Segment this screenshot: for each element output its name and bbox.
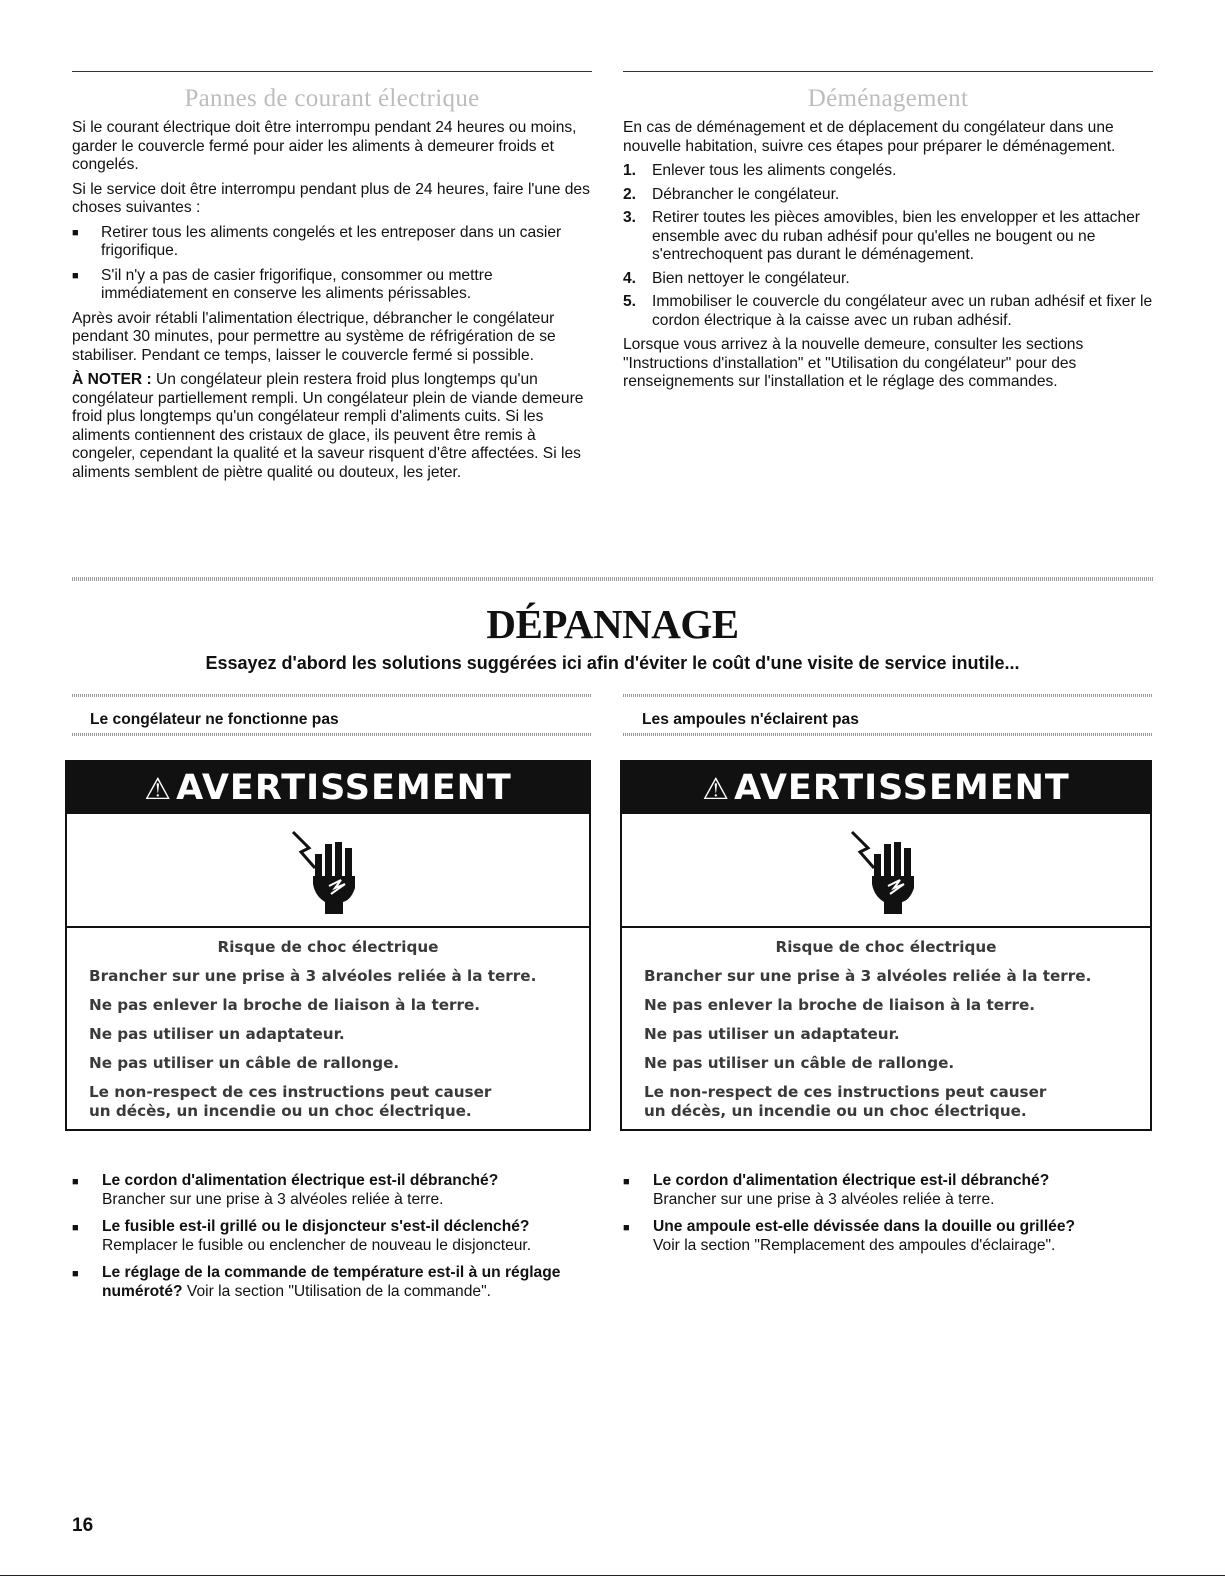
warning-line: Ne pas utiliser un câble de rallonge. (89, 1054, 400, 1072)
warning-line: Ne pas enlever la broche de liaison à la terre. (89, 996, 481, 1014)
list-item (72, 224, 592, 261)
list-item (72, 1218, 592, 1255)
troubleshooting-list (72, 1172, 592, 1301)
list-item-text: Retirer tous les aliments congelés et les entreposer dans un casier frigorifique. (101, 223, 562, 259)
list-item-text: S'il n'y a pas de casier frigorifique, consommer ou mettre immédiatement en conserve les aliments périssables. (101, 266, 493, 302)
step-text: Bien nettoyer le congélateur. (652, 269, 850, 287)
consequence-line-1: Le non-respect de ces instructions peut causer (89, 1083, 492, 1101)
step-number: 1. (623, 162, 637, 179)
note-text: Un congélateur plein restera froid plus longtemps qu'un congélateur partiellement rempli. Un congélateur plein de viande demeure froid plus longtemps qu'un congélateur rempli d'aliments cuits. Si les aliments contiennent des cristaux de glace, ils peuvent être remis à congeler, cependant la qualité et la saveur risquent d'être affectées. Si les aliments semblent de piètre qualité ou douteux, les jeter. (72, 371, 584, 481)
warning-box (620, 760, 1152, 1131)
steps-list (623, 162, 1153, 330)
step-text: Enlever tous les aliments congelés. (652, 162, 897, 179)
warning-triangle-icon: ⚠ (144, 772, 173, 807)
square-bullet-icon: ■ (72, 226, 79, 239)
dotted-divider (623, 733, 1153, 736)
dotted-divider (623, 694, 1153, 697)
page-title: DÉPANNAGE (486, 601, 739, 647)
section-title: Déménagement (807, 85, 969, 112)
warning-line: Brancher sur une prise à 3 alvéoles reliée à la terre. (89, 967, 537, 985)
step-number: 2. (623, 185, 637, 203)
warning-risk: Risque de choc électrique (775, 938, 997, 956)
question: Le réglage de la commande de température est-il à un réglage numéroté? (102, 1264, 561, 1300)
note-label: À NOTER : (72, 371, 152, 388)
list-item (623, 186, 1153, 205)
question: Le fusible est-il grillé ou le disjoncteur s'est-il déclenché? (102, 1218, 530, 1235)
subsection-heading: Le congélateur ne fonctionne pas (90, 711, 339, 728)
answer: Voir la section "Remplacement des ampoules d'éclairage". (653, 1236, 1056, 1254)
question: Le cordon d'alimentation électrique est-il débranché? (653, 1172, 1050, 1189)
warning-line: Ne pas utiliser un adaptateur. (89, 1025, 345, 1043)
question: Une ampoule est-elle dévissée dans la douille ou grillée? (653, 1218, 1076, 1235)
warning-body (622, 928, 1150, 1129)
warning-line: Ne pas utiliser un adaptateur. (644, 1025, 900, 1043)
list-item (623, 162, 1153, 181)
warning-triangle-icon: ⚠ (702, 772, 731, 807)
dotted-divider (72, 733, 592, 736)
warning-body (67, 928, 589, 1129)
section-divider (623, 71, 1153, 72)
list-item (72, 1172, 592, 1209)
answer: Remplacer le fusible ou enclencher de nouveau le disjoncteur. (102, 1236, 532, 1254)
square-bullet-icon: ■ (72, 269, 79, 282)
list-item (72, 267, 592, 304)
power-outage-section (72, 71, 592, 488)
shock-icon-area (67, 814, 589, 928)
troubleshooting-list (623, 1172, 1153, 1255)
question: Le cordon d'alimentation électrique est-il débranché? (102, 1172, 499, 1189)
step-text: Débrancher le congélateur. (652, 185, 840, 203)
list-item (72, 1264, 592, 1301)
paragraph: Si le service doit être interrompu pendant plus de 24 heures, faire l'une des choses suivantes : (72, 180, 590, 216)
paragraph: En cas de déménagement et de déplacement du congélateur dans une nouvelle habitation, suivre ces étapes pour préparer le déménagement. (623, 119, 1116, 155)
square-bullet-icon: ■ (72, 1176, 79, 1188)
warning-header (67, 762, 589, 814)
step-text: Immobiliser le couvercle du congélateur avec un ruban adhésif et fixer le cordon électrique à la caisse avec un ruban adhésif. (652, 293, 1153, 329)
square-bullet-icon: ■ (623, 1222, 630, 1234)
warning-line: Ne pas enlever la broche de liaison à la terre. (644, 996, 1036, 1014)
dotted-divider (72, 577, 1153, 581)
warning-consequence (644, 1083, 1150, 1121)
section-title: Pannes de courant électrique (184, 85, 480, 112)
page-subtitle: Essayez d'abord les solutions suggérées ici afin d'éviter le coût d'une visite de service inutile... (205, 653, 1020, 673)
note-paragraph (72, 371, 592, 482)
warning-risk: Risque de choc électrique (217, 938, 439, 956)
list-item (623, 270, 1153, 289)
warning-line: Brancher sur une prise à 3 alvéoles reliée à la terre. (644, 967, 1092, 985)
consequence-line-2: un décès, un incendie ou un choc électrique. (89, 1102, 472, 1120)
step-number: 3. (623, 209, 637, 226)
electric-shock-hand-icon (289, 826, 367, 914)
section-divider (72, 71, 592, 72)
lights-not-working-list (623, 1172, 1153, 1264)
paragraph: Lorsque vous arrivez à la nouvelle demeure, consulter les sections "Instructions d'installation" et "Utilisation du congélateur" pour des renseignements sur l'installation et le réglage des commandes. (623, 336, 1084, 390)
subsection-heading: Les ampoules n'éclairent pas (642, 711, 859, 728)
dotted-divider (72, 694, 592, 697)
consequence-line-1: Le non-respect de ces instructions peut causer (644, 1083, 1047, 1101)
square-bullet-icon: ■ (72, 1222, 79, 1234)
list-item (623, 293, 1153, 330)
answer: Brancher sur une prise à 3 alvéoles reliée à terre. (102, 1190, 444, 1208)
bullet-list (72, 224, 592, 304)
warning-line: Ne pas utiliser un câble de rallonge. (644, 1054, 955, 1072)
square-bullet-icon: ■ (72, 1268, 79, 1280)
freezer-not-working-list (72, 1172, 592, 1310)
moving-section (623, 71, 1153, 398)
consequence-line-2: un décès, un incendie ou un choc électrique. (644, 1102, 1027, 1120)
paragraph: Si le courant électrique doit être interrompu pendant 24 heures ou moins, garder le couvercle fermé pour aider les aliments à demeurer froids et congelés. (72, 119, 577, 173)
step-text: Retirer toutes les pièces amovibles, bien les envelopper et les attacher ensemble avec du ruban adhésif pour qu'elles ne bougent ou ne s'entrechoquent pas durant le déménagement. (652, 209, 1140, 263)
step-number: 5. (623, 293, 637, 310)
warning-header (622, 762, 1150, 814)
paragraph: Après avoir rétabli l'alimentation électrique, débrancher le congélateur pendant 30 minutes, pour permettre au système de réfrigération de se stabiliser. Pendant ce temps, laisser le couvercle fermé si possible. (72, 309, 556, 364)
electric-shock-hand-icon (848, 826, 926, 914)
answer: Voir la section "Utilisation de la commande". (182, 1282, 491, 1300)
warning-box (65, 760, 591, 1131)
warning-header-text: AVERTISSEMENT (734, 768, 1070, 808)
page-number: 16 (72, 1515, 94, 1536)
warning-consequence (89, 1083, 589, 1121)
step-number: 4. (623, 269, 637, 287)
answer: Brancher sur une prise à 3 alvéoles reliée à terre. (653, 1190, 995, 1208)
page-bottom-edge (0, 1575, 1225, 1576)
shock-icon-area (622, 814, 1150, 928)
square-bullet-icon: ■ (623, 1176, 630, 1188)
list-item (623, 1172, 1153, 1209)
list-item (623, 1218, 1153, 1255)
list-item (623, 209, 1153, 265)
warning-header-text: AVERTISSEMENT (176, 768, 512, 808)
